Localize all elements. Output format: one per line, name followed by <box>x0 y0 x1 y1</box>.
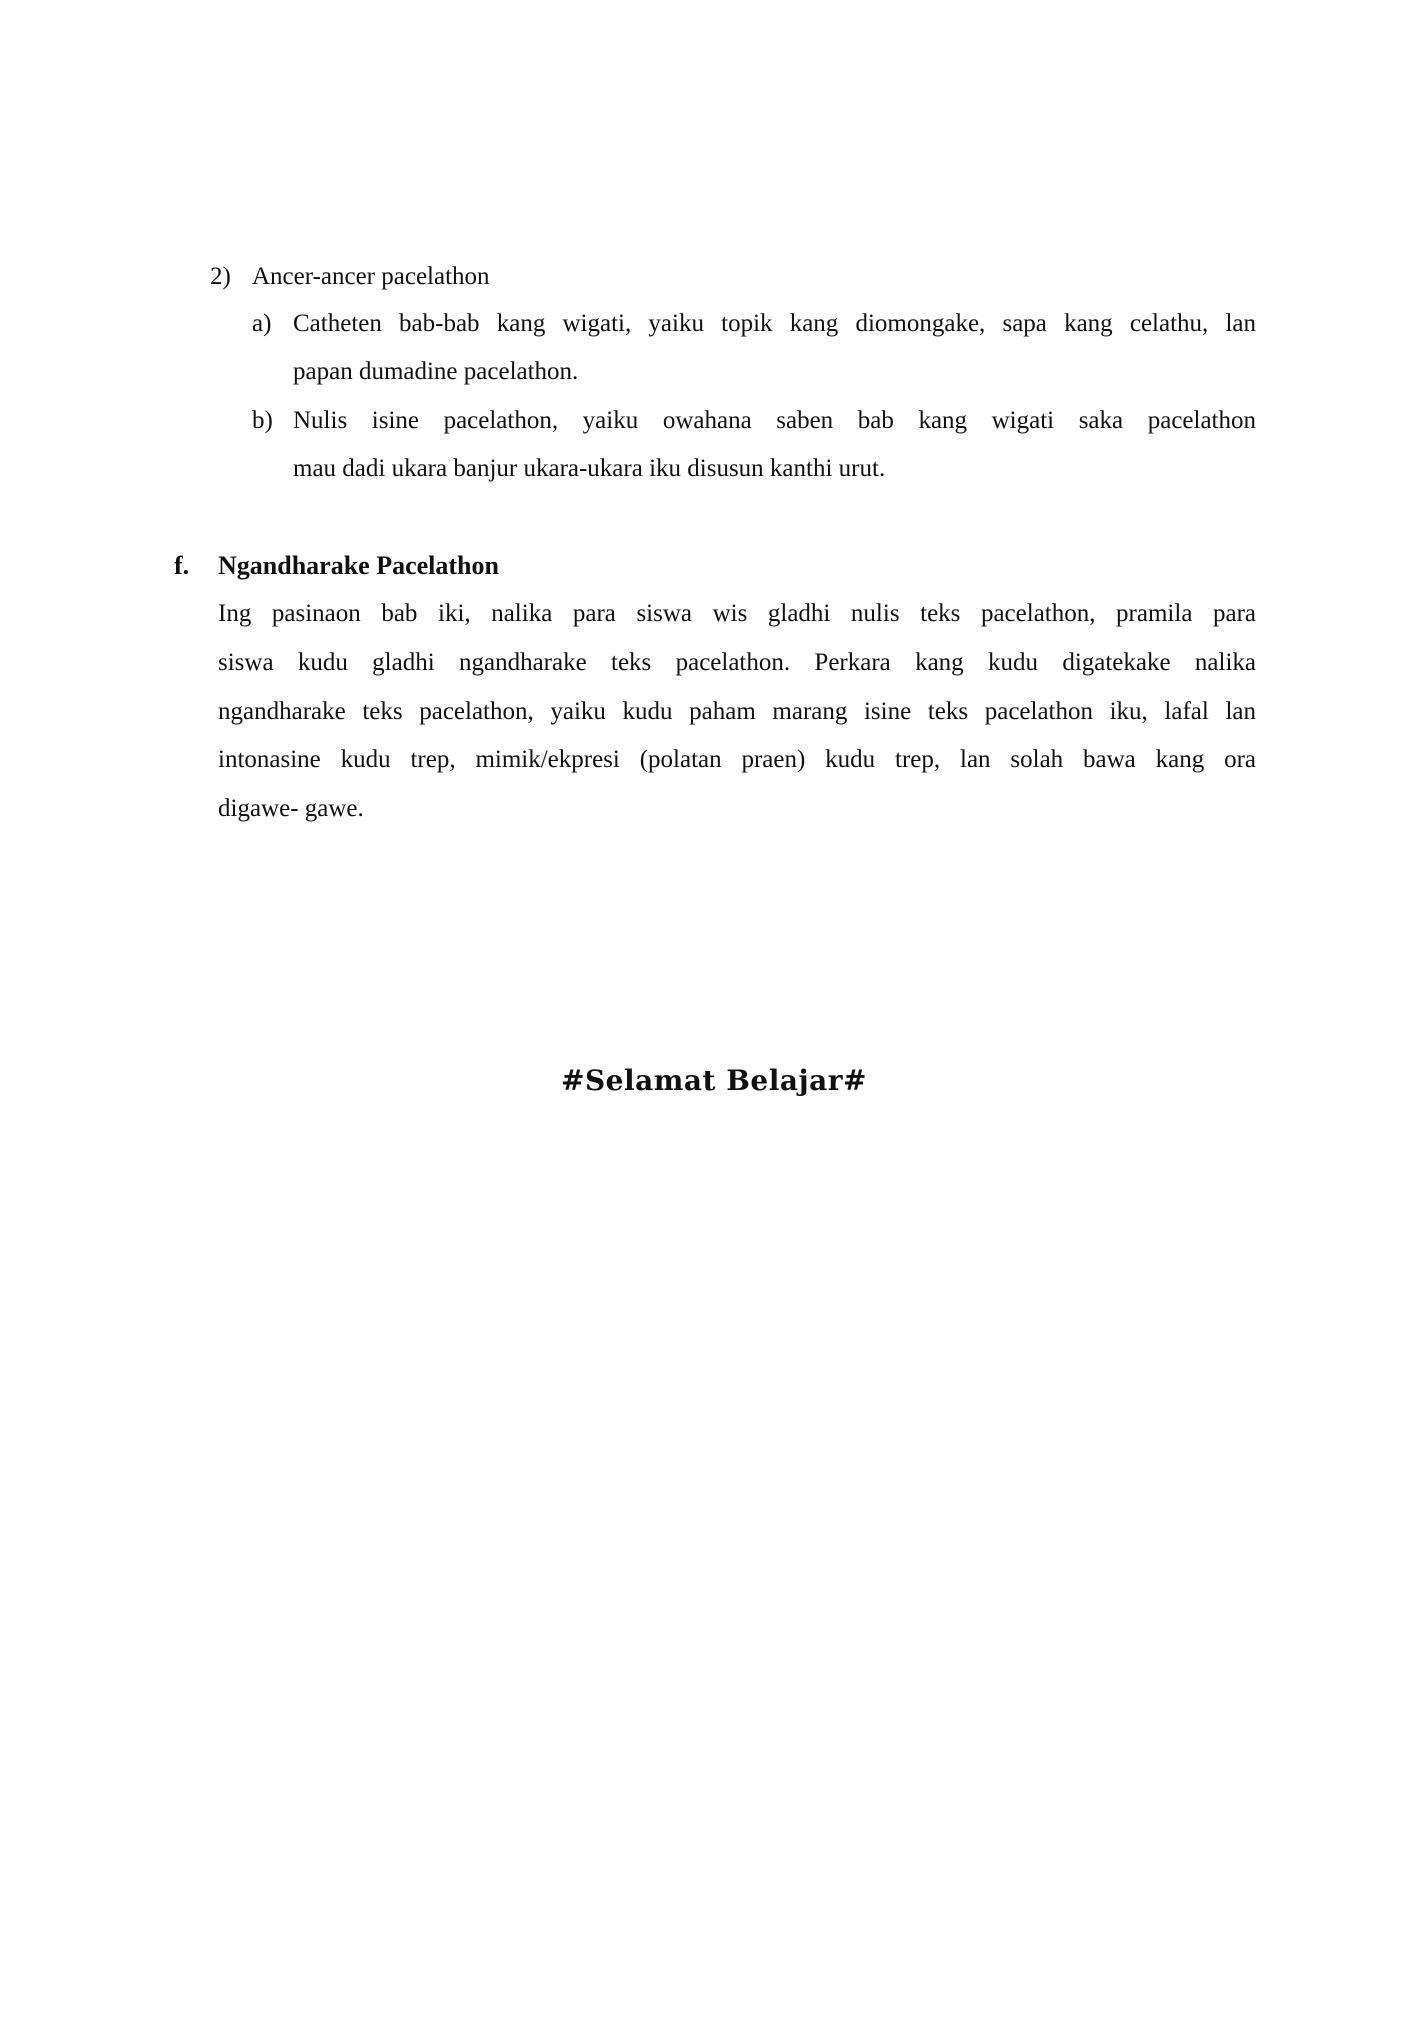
list-item-b-line-2: mau dadi ukara banjur ukara-ukara iku disusun kanthi urut. <box>293 455 886 482</box>
closing-text: #Selamat Belajar# <box>561 1064 867 1097</box>
list-item-a-line-2: papan dumadine pacelathon. <box>293 358 579 385</box>
list-marker-2: 2) <box>210 263 231 290</box>
paragraph-line-5: digawe- gawe. <box>218 795 364 822</box>
list-item-b-line-1: Nulis isine pacelathon, yaiku owahana saben bab kang wigati saka pacelathon <box>293 407 1256 434</box>
paragraph-line-2: siswa kudu gladhi ngandharake teks pacelathon. Perkara kang kudu digatekake nalika <box>218 649 1256 676</box>
list-marker-a: a) <box>252 310 272 337</box>
section-title: Ngandharake Pacelathon <box>218 551 499 580</box>
list-item-a-line-1: Catheten bab-bab kang wigati, yaiku topik kang diomongake, sapa kang celathu, lan <box>293 310 1256 337</box>
paragraph-line-3: ngandharake teks pacelathon, yaiku kudu paham marang isine teks pacelathon iku, lafal lan <box>218 698 1256 725</box>
sub-item-title: Ancer-ancer pacelathon <box>252 263 490 290</box>
list-marker-b: b) <box>252 407 273 434</box>
section-marker-f: f. <box>174 551 190 580</box>
paragraph-line-1: Ing pasinaon bab iki, nalika para siswa wis gladhi nulis teks pacelathon, pramila para <box>218 600 1256 627</box>
paragraph-line-4: intonasine kudu trep, mimik/ekpresi (polatan praen) kudu trep, lan solah bawa kang ora <box>218 746 1256 773</box>
